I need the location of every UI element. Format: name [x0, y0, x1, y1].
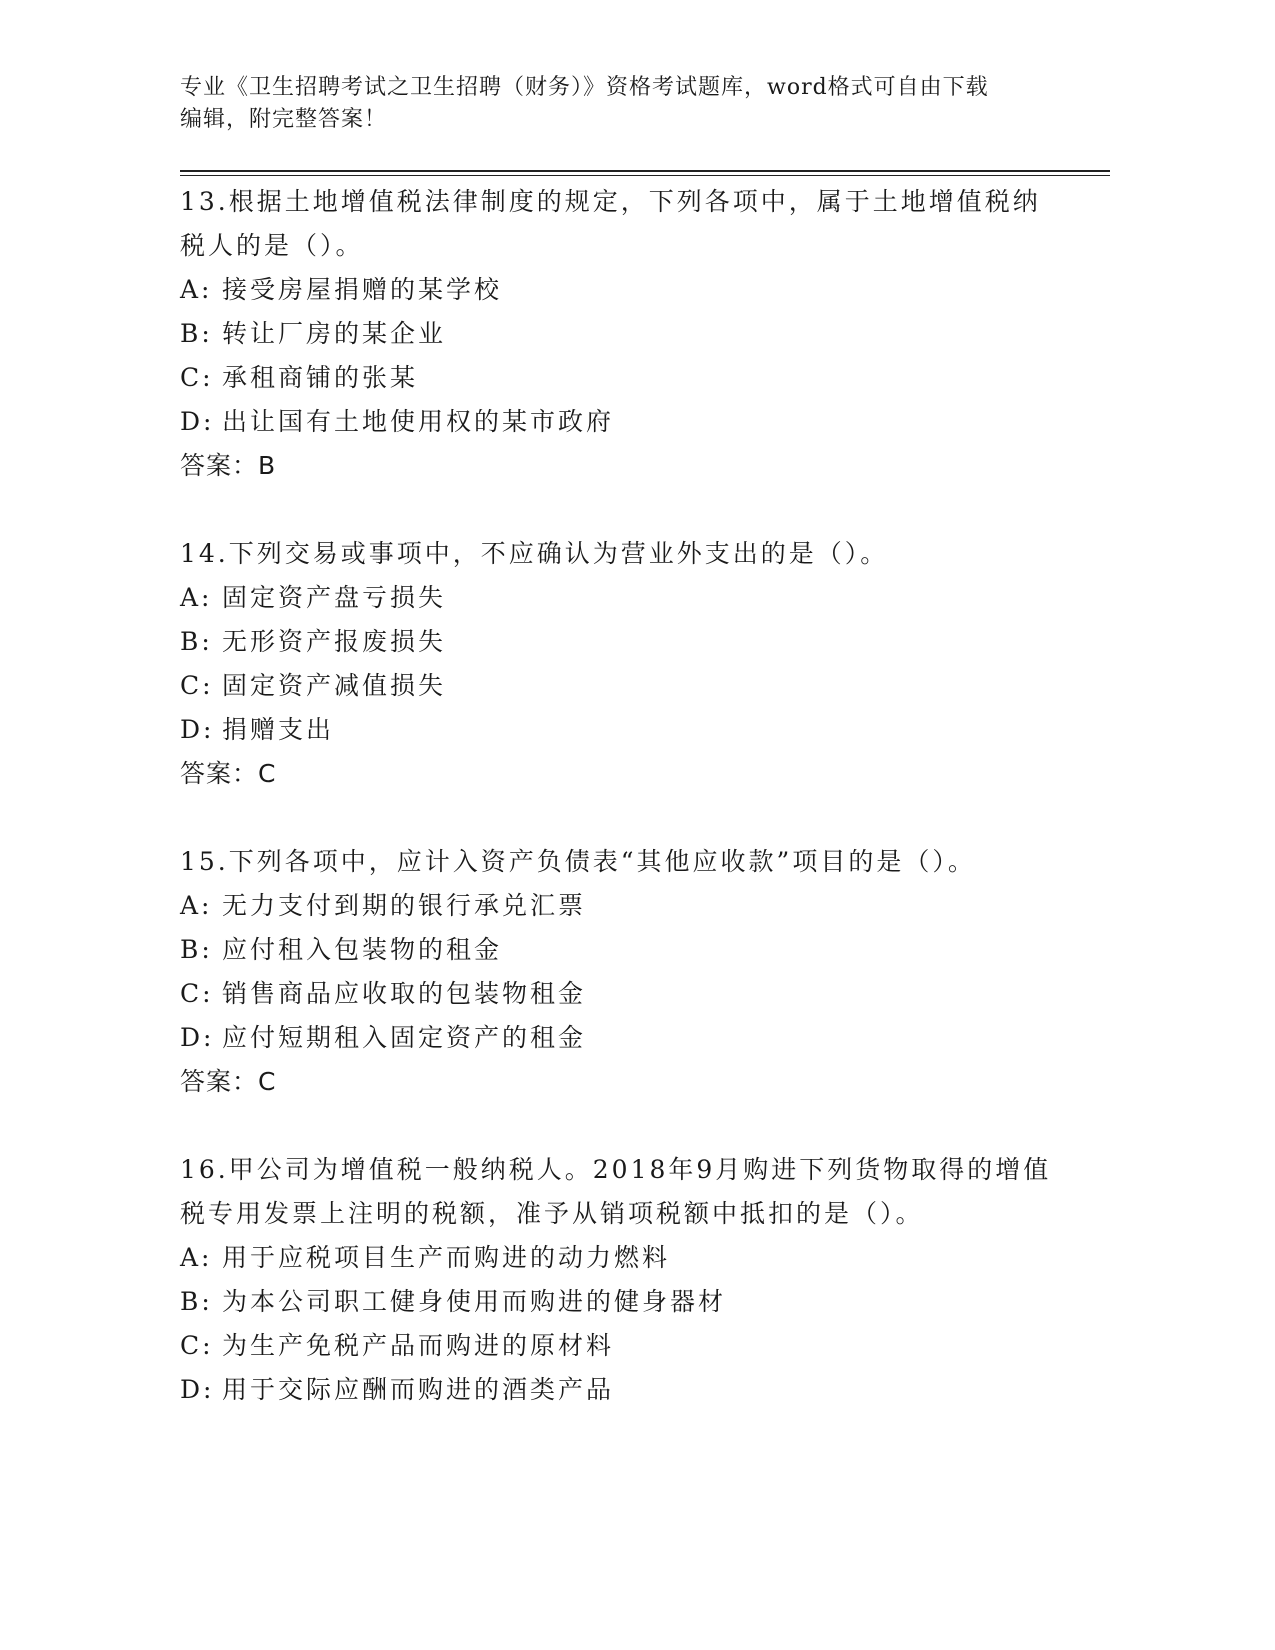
header-divider-thick [180, 170, 1110, 172]
question-stem-line: 15.下列各项中，应计入资产负债表“其他应收款”项目的是（）。 [180, 847, 976, 876]
option-letter: A: [180, 1243, 213, 1272]
option-a [180, 268, 1110, 312]
option-c [180, 1324, 1110, 1368]
question-stem-line: 13.根据土地增值税法律制度的规定，下列各项中，属于土地增值税纳 [180, 187, 1041, 216]
option-c [180, 664, 1110, 708]
option-text: 无力支付到期的银行承兑汇票 [222, 891, 587, 920]
option-letter: A: [180, 583, 213, 612]
option-letter: D: [180, 407, 215, 436]
header-divider-thin [180, 175, 1110, 176]
option-letter: B: [180, 627, 213, 656]
option-b [180, 928, 1110, 972]
option-text: 出让国有土地使用权的某市政府 [222, 407, 615, 436]
question-stem-line: 16.甲公司为增值税一般纳税人。2018年9月购进下列货物取得的增值 [180, 1155, 1052, 1184]
option-a [180, 576, 1110, 620]
answer-line: 答案：B [180, 451, 277, 480]
option-text: 为生产免税产品而购进的原材料 [222, 1331, 615, 1360]
option-letter: C: [180, 1331, 214, 1360]
option-b [180, 312, 1110, 356]
document-page [180, 0, 1110, 1650]
option-text: 固定资产盘亏损失 [222, 583, 447, 612]
header-line-1: 专业《卫生招聘考试之卫生招聘（财务）》资格考试题库，word格式可自由下载 [180, 75, 989, 100]
question-16 [180, 1148, 1110, 1412]
option-d [180, 708, 1110, 752]
question-list [180, 180, 1110, 1456]
option-text: 转让厂房的某企业 [222, 319, 447, 348]
option-d [180, 1016, 1110, 1060]
option-d [180, 400, 1110, 444]
option-text: 用于交际应酬而购进的酒类产品 [222, 1375, 615, 1404]
option-text: 固定资产减值损失 [222, 671, 447, 700]
option-c [180, 356, 1110, 400]
option-b [180, 620, 1110, 664]
option-b [180, 1280, 1110, 1324]
question-stem-line: 税专用发票上注明的税额，准予从销项税额中抵扣的是（）。 [180, 1199, 924, 1228]
question-stem-line: 税人的是（）。 [180, 231, 364, 260]
document-header [180, 72, 1060, 136]
option-text: 销售商品应收取的包装物租金 [222, 979, 587, 1008]
option-text: 应付租入包装物的租金 [222, 935, 503, 964]
question-stem-line: 14.下列交易或事项中，不应确认为营业外支出的是（）。 [180, 539, 889, 568]
option-letter: C: [180, 363, 214, 392]
option-letter: D: [180, 715, 215, 744]
option-text: 应付短期租入固定资产的租金 [222, 1023, 587, 1052]
question-14 [180, 532, 1110, 796]
option-text: 用于应税项目生产而购进的动力燃料 [222, 1243, 671, 1272]
header-line-2: 编辑，附完整答案！ [180, 107, 388, 132]
option-text: 无形资产报废损失 [222, 627, 447, 656]
option-text: 捐赠支出 [222, 715, 335, 744]
option-letter: D: [180, 1375, 215, 1404]
option-letter: A: [180, 275, 213, 304]
option-letter: B: [180, 1287, 213, 1316]
option-text: 承租商铺的张某 [222, 363, 419, 392]
option-letter: B: [180, 935, 213, 964]
option-letter: B: [180, 319, 213, 348]
option-a [180, 1236, 1110, 1280]
option-text: 接受房屋捐赠的某学校 [222, 275, 503, 304]
question-15 [180, 840, 1110, 1104]
option-c [180, 972, 1110, 1016]
answer-line: 答案：C [180, 1067, 277, 1096]
option-letter: C: [180, 979, 214, 1008]
question-13 [180, 180, 1110, 488]
option-letter: A: [180, 891, 213, 920]
option-a [180, 884, 1110, 928]
option-letter: C: [180, 671, 214, 700]
answer-line: 答案：C [180, 759, 277, 788]
option-text: 为本公司职工健身使用而购进的健身器材 [222, 1287, 727, 1316]
option-letter: D: [180, 1023, 215, 1052]
option-d [180, 1368, 1110, 1412]
